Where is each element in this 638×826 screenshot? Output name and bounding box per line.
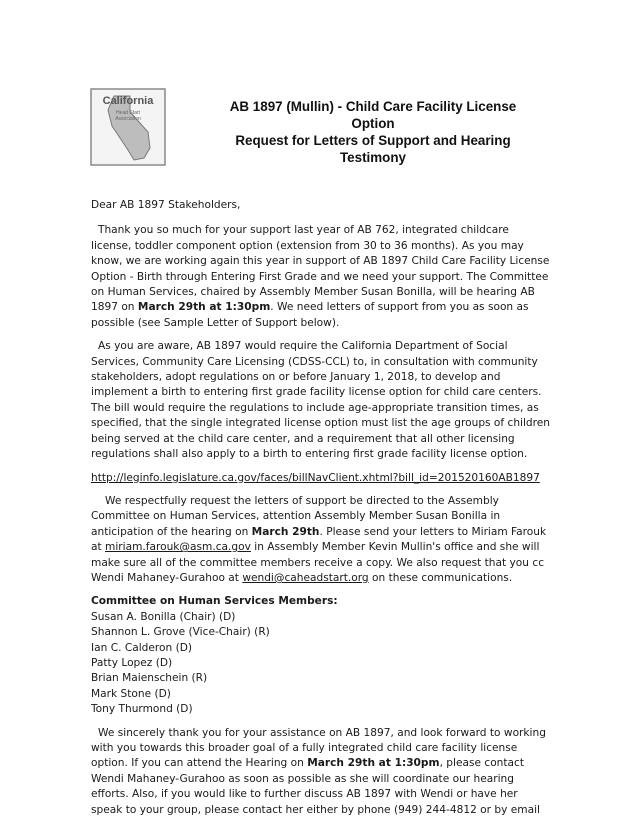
text-line: As you are aware, AB 1897 would require the California Department of Social [98,340,508,353]
hearing-date: March 29th [251,525,320,538]
text-line: being served at the child care center, and a requirement that all other licensing [91,432,515,445]
text-line: license, toddler component option (extension from 30 to 36 months). As you may [91,239,524,252]
title-line: Request for Letters of Support and Hearing [235,133,511,148]
svg-text:Association: Association [115,116,141,122]
text-line: We sincerely thank you for your assistance on AB 1897, and look forward to working [98,726,546,739]
text-line: know, we are working again this year in support of AB 1897 Child Care Facility License [91,255,550,268]
miriam-email-link[interactable]: miriam.farouk@asm.ca.gov [105,541,251,554]
hearing-date: March 29th at 1:30pm [137,301,271,314]
list-item: Patty Lopez (D) [91,656,173,669]
text-line: regulations shall also apply to a birth to entering first grade facility license option. [91,448,528,461]
salutation: Dear AB 1897 Stakeholders, [91,199,241,211]
committee-members-list [91,594,561,717]
list-item: Ian C. Calderon (D) [91,641,193,654]
paragraph-closing [91,726,561,818]
text-line: speak to your group, please contact her either by phone (949) 244-4812 or by email [91,803,540,816]
text-line: stakeholders, adopt regulations on or before January 1, 2018, to develop and [91,371,501,384]
title-line: AB 1897 (Mullin) - Child Care Facility License [229,99,517,114]
text-line: Wendi Mahaney-Gurahoo as soon as possible as she will coordinate our hearing [91,772,514,785]
text-line: with you towards this broader goal of a fully integrated child care facility license [91,742,518,754]
document-title [200,98,546,166]
wendi-email-link[interactable]: wendi@caheadstart.org [242,571,369,584]
title-line: Option [351,116,395,131]
text-line: on Human Services, chaired by Assembly Member Susan Bonilla, will be hearing AB [91,286,535,299]
california-head-start-logo [90,88,166,166]
text-line: Option - Birth through Entering First Grade and we need your support. The Committee [91,270,549,283]
list-item: Mark Stone (D) [91,687,171,700]
list-item: Shannon L. Grove (Vice-Chair) (R) [91,626,270,639]
svg-text:Head Start: Head Start [116,110,140,116]
bill-link[interactable]: http://leginfo.legislature.ca.gov/faces/billNavClient.xhtml?bill_id=201520160AB1897 [91,471,540,484]
text-line: Wendi Mahaney-Gurahoo at wendi@caheadstart.org on these communications. [91,571,513,584]
text-line: Committee on Human Services, attention Assembly Member Susan Bonilla in [91,510,501,523]
text-line: 1897 on March 29th at 1:30pm. We need letters of support from you as soon as [91,301,529,314]
text-line: implement a birth to entering first grade facility license option for child care centers. [91,386,542,399]
text-line: at miriam.farouk@asm.ca.gov in Assembly Member Kevin Mullin's office and she will [91,541,540,554]
text-line: specified, that the single integrated license option must list the age groups of children [91,417,551,430]
text-line: We respectfully request the letters of support be directed to the Assembly [105,494,499,507]
hearing-date: March 29th at 1:30pm [307,757,440,770]
text-line: Services, Community Care Licensing (CDSS-CCL) to, in consultation with community [91,355,538,368]
list-item: Tony Thurmond (D) [91,703,193,716]
text-line: option. If you can attend the Hearing on March 29th at 1:30pm, please contact [91,757,525,770]
svg-text:California: California [102,95,154,107]
committee-heading: Committee on Human Services Members: [91,595,338,608]
paragraph-request [91,494,561,586]
list-item: Brian Maienschein (R) [91,672,208,685]
text-line: The bill would require the regulations to include age-appropriate transition times, as [91,401,539,414]
title-line: Testimony [340,150,406,165]
paragraph-thank-you [91,223,561,331]
text-line: efforts. Also, if you would like to further discuss AB 1897 with Wendi or have her [91,788,518,801]
text-line: possible (see Sample Letter of Support below). [91,316,340,329]
paragraph-bill-summary [91,339,561,462]
text-line: make sure all of the committee members receive a copy. We also request that you cc [91,556,545,569]
text-line: Thank you so much for your support last year of AB 762, integrated childcare [98,224,509,237]
text-line: anticipation of the hearing on March 29th. Please send your letters to Miriam Farouk [91,525,547,538]
letter-body [91,198,561,818]
list-item: Susan A. Bonilla (Chair) (D) [91,610,236,623]
